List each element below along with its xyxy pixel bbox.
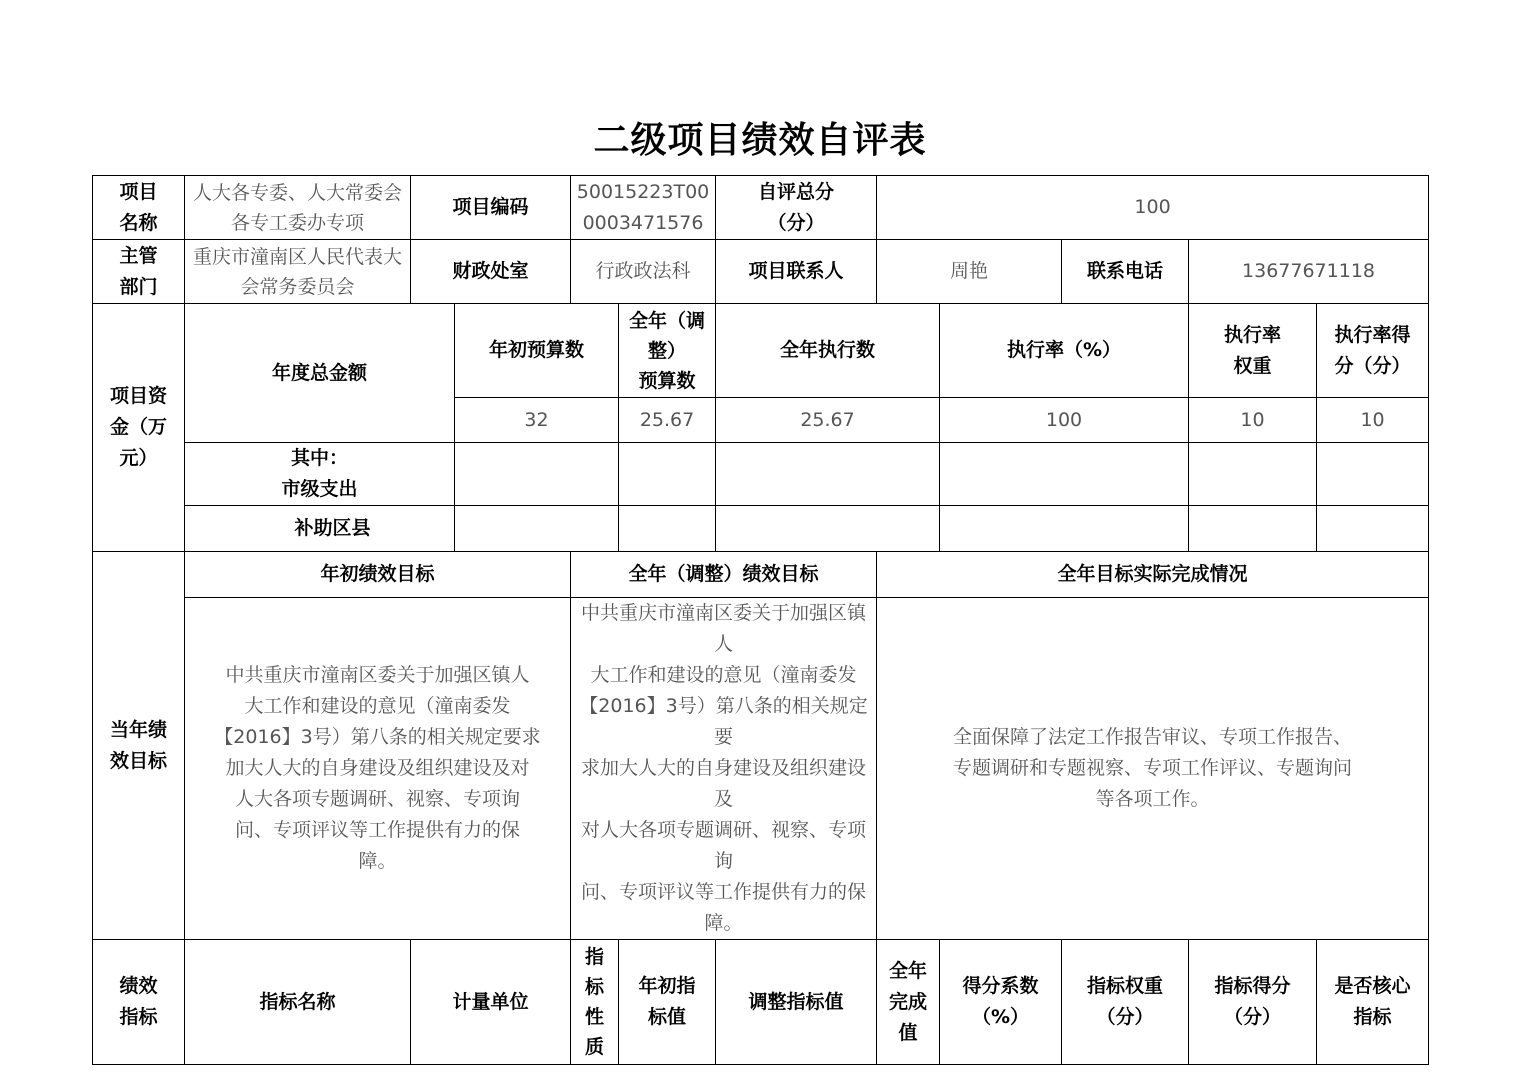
initial-budget-label: 年初预算数: [455, 304, 619, 398]
subsidy-rate: [940, 506, 1189, 552]
execution-rate-label: 执行率（%）: [940, 304, 1189, 398]
core-indicator-label: 是否核心 指标: [1317, 940, 1429, 1065]
city-expense-rate: [940, 443, 1189, 506]
contact-label: 项目联系人: [716, 240, 877, 304]
funds-header-row: [93, 304, 1429, 398]
initial-goal-label: 年初绩效目标: [185, 552, 571, 598]
adjusted-goal-text: 中共重庆市潼南区委关于加强区镇人 大工作和建设的意见（潼南委发 【2016】3号）第八条的相关规定要 求加大人大的自身建设及组织建设及 对人大各项专题调研、视察、专项询 问、专项评议等工作提供有力的保 障。: [571, 598, 877, 940]
city-expense-executed: [716, 443, 940, 506]
rate-score-value: 10: [1317, 398, 1429, 443]
subsidy-row: [93, 506, 1429, 552]
actual-completion-text: 全面保障了法定工作报告审议、专项工作报告、 专题调研和专题视察、专项工作评议、专题询问 等各项工作。: [877, 598, 1429, 940]
goals-section-label: 当年绩 效目标: [93, 552, 185, 940]
annual-executed-label: 全年执行数: [716, 304, 940, 398]
project-code-value: 50015223T00 0003471576: [571, 176, 716, 240]
rate-weight-value: 10: [1189, 398, 1317, 443]
indicators-header-row: [93, 940, 1429, 1065]
city-expense-weight: [1189, 443, 1317, 506]
initial-goal-text: 中共重庆市潼南区委关于加强区镇人 大工作和建设的意见（潼南委发 【2016】3号）第八条的相关规定要求 加大人大的自身建设及组织建设及对 人大各项专题调研、视察、专项询 问、专项评议等工作提供有力的保 障。: [185, 598, 571, 940]
phone-value: 13677671118: [1189, 240, 1429, 304]
page-title: 二级项目绩效自评表: [593, 120, 927, 161]
goals-text-row: [93, 598, 1429, 940]
indicator-adjusted-value-label: 调整指标值: [716, 940, 877, 1065]
subsidy-score: [1317, 506, 1429, 552]
subsidy-initial: [455, 506, 619, 552]
project-name-value: 人大各专委、人大常委会 各专工委办专项: [185, 176, 411, 240]
indicator-score-label: 指标得分 （分）: [1189, 940, 1317, 1065]
contact-value: 周艳: [877, 240, 1062, 304]
self-score-value: 100: [877, 176, 1429, 240]
phone-label: 联系电话: [1062, 240, 1189, 304]
city-expense-score: [1317, 443, 1429, 506]
indicator-unit-label: 计量单位: [411, 940, 571, 1065]
goals-header-row: [93, 552, 1429, 598]
annual-executed-value: 25.67: [716, 398, 940, 443]
city-expense-row: [93, 443, 1429, 506]
subsidy-executed: [716, 506, 940, 552]
performance-form-table: [92, 175, 1429, 1065]
execution-rate-value: 100: [940, 398, 1189, 443]
rate-score-label: 执行率得 分（分）: [1317, 304, 1429, 398]
department-value: 重庆市潼南区人民代表大 会常务委员会: [185, 240, 411, 304]
score-coefficient-label: 得分系数 （%）: [940, 940, 1062, 1065]
funds-section-label: 项目资 金（万 元）: [93, 304, 185, 552]
city-expense-label: 其中： 市级支出: [185, 443, 455, 506]
project-name-row: [93, 176, 1429, 240]
finance-office-label: 财政处室: [411, 240, 571, 304]
subsidy-weight: [1189, 506, 1317, 552]
actual-completion-label: 全年目标实际完成情况: [877, 552, 1429, 598]
adjusted-goal-label: 全年（调整）绩效目标: [571, 552, 877, 598]
indicator-completed-label: 全年 完成 值: [877, 940, 940, 1065]
rate-weight-label: 执行率 权重: [1189, 304, 1317, 398]
department-row: [93, 240, 1429, 304]
adjusted-budget-value: 25.67: [619, 398, 716, 443]
indicator-weight-label: 指标权重 （分）: [1062, 940, 1189, 1065]
city-expense-adjusted: [619, 443, 716, 506]
city-expense-initial: [455, 443, 619, 506]
indicators-section-label: 绩效 指标: [93, 940, 185, 1065]
self-score-label: 自评总分 （分）: [716, 176, 877, 240]
subsidy-label: 补助区县: [185, 506, 455, 552]
department-label: 主管 部门: [93, 240, 185, 304]
initial-budget-value: 32: [455, 398, 619, 443]
indicator-name-label: 指标名称: [185, 940, 411, 1065]
subsidy-adjusted: [619, 506, 716, 552]
finance-office-value: 行政政法科: [571, 240, 716, 304]
indicator-initial-value-label: 年初指 标值: [619, 940, 716, 1065]
project-code-label: 项目编码: [411, 176, 571, 240]
adjusted-budget-label: 全年（调 整） 预算数: [619, 304, 716, 398]
annual-total-label: 年度总金额: [185, 304, 455, 443]
project-name-label: 项目 名称: [93, 176, 185, 240]
indicator-nature-label: 指 标 性 质: [571, 940, 619, 1065]
